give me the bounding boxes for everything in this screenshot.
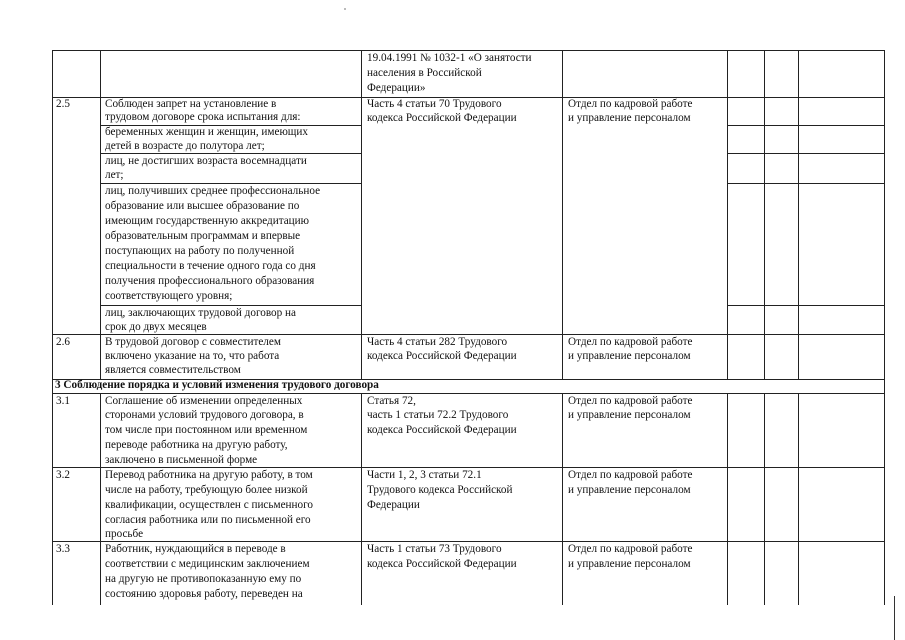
responsible-dept-line: Отдел по кадровой работе bbox=[568, 395, 693, 407]
requirement-line: образовательным программам и впервые bbox=[105, 230, 301, 242]
requirement-line: заключено в письменной форме bbox=[105, 454, 258, 466]
requirement-line: соответствии с медицинским заключением bbox=[105, 558, 310, 570]
requirement-line: специальности в течение одного года со дня bbox=[105, 260, 316, 272]
requirement-line: соответствующего уровня; bbox=[105, 290, 233, 302]
scan-speck bbox=[344, 8, 346, 10]
table-line bbox=[727, 305, 884, 306]
requirement-line: просьбе bbox=[105, 528, 144, 540]
responsible-dept-line: Отдел по кадровой работе bbox=[568, 469, 693, 481]
responsible-dept-line: Отдел по кадровой работе bbox=[568, 336, 693, 348]
row-number: 2.5 bbox=[56, 98, 70, 110]
table-line bbox=[798, 393, 799, 605]
responsible-dept-line: и управление персоналом bbox=[568, 350, 691, 362]
table-line bbox=[100, 50, 101, 379]
table-line bbox=[562, 393, 563, 605]
row-number: 3.2 bbox=[56, 469, 70, 481]
table-line bbox=[764, 393, 765, 605]
requirement-line: беременных женщин и женщин, имеющих bbox=[105, 126, 309, 138]
legal-basis-line: Части 1, 2, 3 статьи 72.1 bbox=[367, 469, 482, 481]
legal-basis-line: Федерации bbox=[367, 499, 420, 511]
row-number: 3.3 bbox=[56, 543, 70, 555]
legal-basis-line: кодекса Российской Федерации bbox=[367, 424, 517, 436]
legal-basis-line: населения в Российской bbox=[367, 67, 482, 79]
table-line bbox=[100, 393, 101, 605]
requirement-line: состоянию здоровья работу, переведен на bbox=[105, 588, 303, 600]
requirement-line: Соблюден запрет на установление в bbox=[105, 98, 277, 110]
responsible-dept-line: и управление персоналом bbox=[568, 409, 691, 421]
table-line bbox=[562, 50, 563, 379]
legal-basis-line: кодекса Российской Федерации bbox=[367, 112, 517, 124]
legal-basis-line: Часть 1 статьи 73 Трудового bbox=[367, 543, 502, 555]
table-line bbox=[727, 50, 728, 379]
legal-basis-line: кодекса Российской Федерации bbox=[367, 350, 517, 362]
legal-basis-line: Статья 72, bbox=[367, 395, 416, 407]
requirement-line: имеющим государственную аккредитацию bbox=[105, 215, 310, 227]
table-line bbox=[361, 393, 362, 605]
requirement-line: согласия работника или по письменной его bbox=[105, 514, 311, 526]
requirement-line: Перевод работника на другую работу, в том bbox=[105, 469, 313, 481]
requirement-line: получения профессионального образования bbox=[105, 275, 315, 287]
requirement-line: Соглашение об изменении определенных bbox=[105, 395, 303, 407]
requirement-line: поступающих на работу по полученной bbox=[105, 245, 295, 257]
requirement-line: срок до двух месяцев bbox=[105, 321, 207, 333]
table-line bbox=[727, 153, 884, 154]
requirement-line: лиц, не достигших возраста восемнадцати bbox=[105, 155, 307, 167]
requirement-line: трудовом договоре срока испытания для: bbox=[105, 111, 301, 123]
row-number: 3.1 bbox=[56, 395, 70, 407]
requirement-line: образование или высшее образование по bbox=[105, 200, 300, 212]
legal-basis-line: часть 1 статьи 72.2 Трудового bbox=[367, 409, 509, 421]
requirement-line: Работник, нуждающийся в переводе в bbox=[105, 543, 286, 555]
requirement-line: квалификации, осуществлен с письменного bbox=[105, 499, 314, 511]
scan-edge bbox=[894, 596, 901, 640]
requirement-line: переводе работника на другую работу, bbox=[105, 439, 288, 451]
section-heading: 3 Соблюдение порядка и условий изменения трудового договора bbox=[55, 379, 379, 391]
table-line bbox=[52, 50, 53, 605]
legal-basis-line: Часть 4 статьи 70 Трудового bbox=[367, 98, 502, 110]
requirement-line: детей в возрасте до полутора лет; bbox=[105, 140, 265, 152]
requirement-line: на другую не противопоказанную ему по bbox=[105, 573, 302, 585]
responsible-dept-line: и управление персоналом bbox=[568, 484, 691, 496]
requirement-line: является совместительством bbox=[105, 364, 241, 376]
requirement-line: лиц, получивших среднее профессиональное bbox=[105, 185, 321, 197]
table-line bbox=[764, 50, 765, 379]
table-line bbox=[884, 50, 885, 605]
table-line bbox=[798, 50, 799, 379]
table-line bbox=[727, 125, 884, 126]
requirement-line: числе на работу, требующую более низкой bbox=[105, 484, 308, 496]
requirement-line: сторонами условий трудового договора, в bbox=[105, 409, 304, 421]
requirement-line: В трудовой договор с совместителем bbox=[105, 336, 281, 348]
responsible-dept-line: Отдел по кадровой работе bbox=[568, 543, 693, 555]
legal-basis-line: 19.04.1991 № 1032-1 «О занятости bbox=[367, 52, 532, 64]
requirement-line: лет; bbox=[105, 169, 124, 181]
legal-basis-line: Трудового кодекса Российской bbox=[367, 484, 513, 496]
legal-basis-line: Федерации» bbox=[367, 82, 426, 94]
row-number: 2.6 bbox=[56, 336, 70, 348]
table-line bbox=[727, 183, 884, 184]
responsible-dept-line: и управление персоналом bbox=[568, 558, 691, 570]
responsible-dept-line: Отдел по кадровой работе bbox=[568, 98, 693, 110]
table-line bbox=[361, 50, 362, 379]
legal-basis-line: Часть 4 статьи 282 Трудового bbox=[367, 336, 508, 348]
legal-basis-line: кодекса Российской Федерации bbox=[367, 558, 517, 570]
requirement-line: том числе при постоянном или временном bbox=[105, 424, 308, 436]
table-line bbox=[727, 393, 728, 605]
responsible-dept-line: и управление персоналом bbox=[568, 112, 691, 124]
requirement-line: лиц, заключающих трудовой договор на bbox=[105, 307, 296, 319]
requirement-line: включено указание на то, что работа bbox=[105, 350, 280, 362]
